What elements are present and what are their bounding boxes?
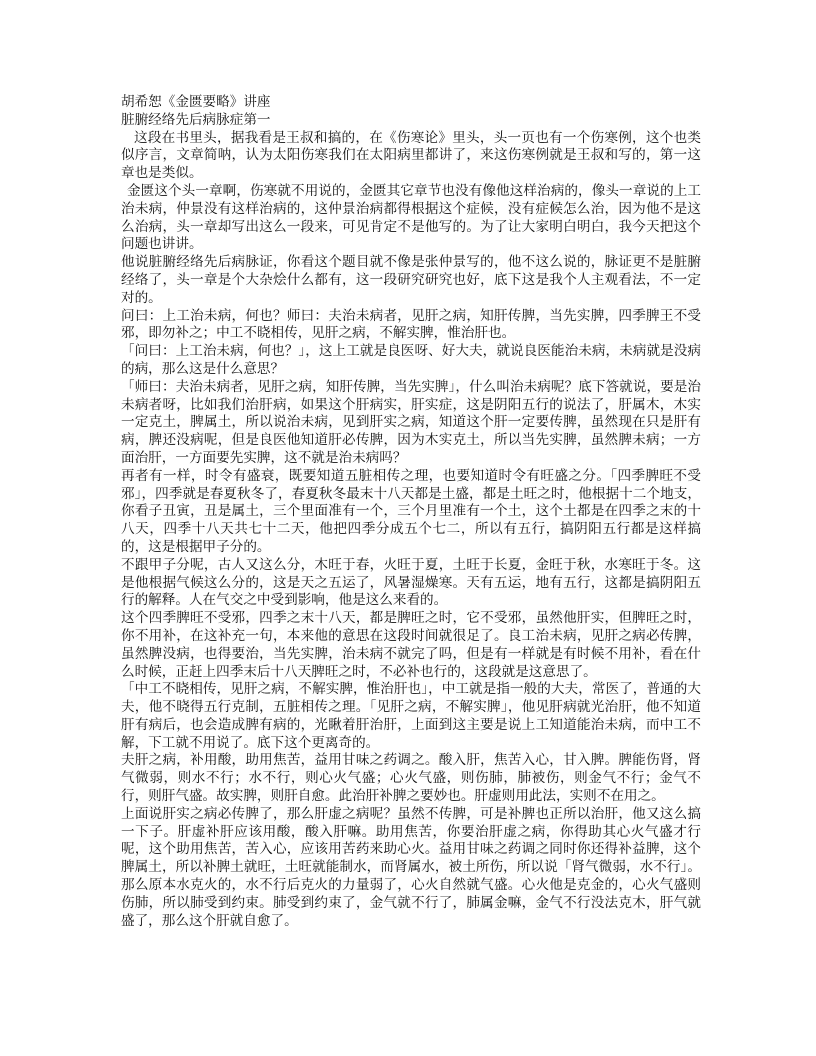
paragraph: 问曰：上工治未病，何也？师曰：夫治未病者，见肝之病，知肝传脾，当先实脾，四季脾王不受邪，即勿补之；中工不晓相传，见肝之病，不解实脾，惟治肝也。 <box>121 307 701 342</box>
paragraph: 夫肝之病，补用酸，助用焦苦，益用甘味之药调之。酸入肝，焦苦入心，甘入脾。脾能伤肾，肾气微弱，则水不行；水不行，则心火气盛；心火气盛，则伤肺，肺被伤，则金气不行；金气不行，则肝气盛。故实脾，则肝自愈。此治肝补脾之要妙也。肝虚则用此法，实则不在用之。 <box>121 752 701 805</box>
paragraph: 这段在书里头，据我看是王叔和搞的，在《伤寒论》里头，头一页也有一个伤寒例，这个也类似序言，文章简呐，认为太阳伤寒我们在太阳病里都讲了，来这伤寒例就是王叔和写的，第一这章也是类似。 <box>121 129 701 182</box>
document-title: 胡希恕《金匮要略》讲座 <box>121 94 271 110</box>
paragraph: 「中工不晓相传，见肝之病，不解实脾，惟治肝也」，中工就是指一般的大夫，常医了，普通的大夫，他不晓得五行克制，五脏相传之理。「见肝之病，不解实脾」，他见肝病就光治肝，他不知道肝有病后，也会造成脾有病的，光瞅着肝治肝，上面到这主要是说上工知道能治未病，而中工不解，下工就不用说了。底下这个更离奇的。 <box>121 681 701 751</box>
paragraph: 不跟甲子分呢，古人又这么分，木旺于春，火旺于夏，土旺于长夏，金旺于秋，水寒旺于冬。这是他根据气候这么分的，这是天之五运了，风暑湿燥寒。天有五运，地有五行，这都是搞阴阳五行的解释。人在气交之中受到影响，他是这么来看的。 <box>121 556 701 609</box>
paragraph: 「师曰：夫治未病者，见肝之病，知肝传脾，当先实脾」，什么叫治未病呢？底下答就说，要是治未病者呀，比如我们治肝病，如果这个肝病实，肝实症，这是阴阳五行的说法了，肝属木，木实一定克土，脾属土，所以说治未病，见到肝实之病，知道这个肝一定要传脾，虽然现在只是肝有病，脾还没病呢，但是良医他知道肝必传脾，因为木实克土，所以当先实脾，虽然脾未病；一方面治肝，一方面要先实脾，这不就是治未病吗？ <box>121 378 701 466</box>
paragraph: 再者有一样，时令有盛衰，既要知道五脏相传之理，也要知道时令有旺盛之分。「四季脾旺不受邪」，四季就是春夏秋冬了，春夏秋冬最末十八天都是土盛，都是土旺之时，他根据十二个地支，你看子丑寅，丑是属土，三个里面准有一个，三个月里准有一个土，这个土都是在四季之末的十八天，四季十八天共七十二天，他把四季分成五个七二，所以有五行，搞阴阳五行都是这样搞的，这是根据甲子分的。 <box>121 467 701 555</box>
chapter-title: 脏腑经络先后病脉症第一 <box>121 111 271 128</box>
paragraph: 他说脏腑经络先后病脉证，你看这个题目就不像是张仲景写的，他不这么说的，脉证更不是脏腑经络了，头一章是个大杂烩什么都有，这一段研究研究也好，底下这是我个人主观看法，不一定对的。 <box>121 254 701 306</box>
paragraph: 这个四季脾旺不受邪，四季之末十八天，都是脾旺之时，它不受邪，虽然他肝实，但脾旺之时，你不用补，在这补充一句，本来他的意思在这段时间就很足了。良工治未病，见肝之病必传脾，虽然脾没病，也得要治，当先实脾，治未病不就完了吗，但是有一样就是有时候不用补，看在什么时候，正赶上四季末后十八天脾旺之时，不必补也行的，这段就是这意思了。 <box>121 610 701 680</box>
document-page <box>121 94 701 930</box>
paragraph: 「问曰：上工治未病，何也？」，这上工就是良医呀、好大夫，就说良医能治未病，未病就是没病的病，那么这是什么意思？ <box>121 343 701 377</box>
paragraph: 上面说肝实之病必传脾了，那么肝虚之病呢？虽然不传脾，可是补脾也正所以治肝，他又这么搞一下子。肝虚补肝应该用酸，酸入肝嘛。助用焦苦，你要治肝虚之病，你得助其心火气盛才行呢，这个助用焦苦，苦入心，应该用苦药来助心火。益用甘味之药调之同时你还得补益脾，这个脾属土，所以补脾土就旺，土旺就能制水，而肾属水，被土所伤，所以说「肾气微弱，水不行」。那么原本水克火的，水不行后克火的力量弱了，心火自然就气盛。心火他是克金的，心火气盛则伤肺，所以肺受到约束。肺受到约束了，金气就不行了，肺属金嘛，金气不行没法克木，肝气就盛了，那么这个肝就自愈了。 <box>121 805 701 929</box>
paragraph: 金匮这个头一章啊，伤寒就不用说的，金匮其它章节也没有像他这样治病的，像头一章说的上工治未病，仲景没有这样治病的，这仲景治病都得根据这个症候，没有症候怎么治，因为他不是这么治病，头一章却写出这么一段来，可见肯定不是他写的。为了让大家明白明白，我今天把这个问题也讲讲。 <box>121 182 701 253</box>
